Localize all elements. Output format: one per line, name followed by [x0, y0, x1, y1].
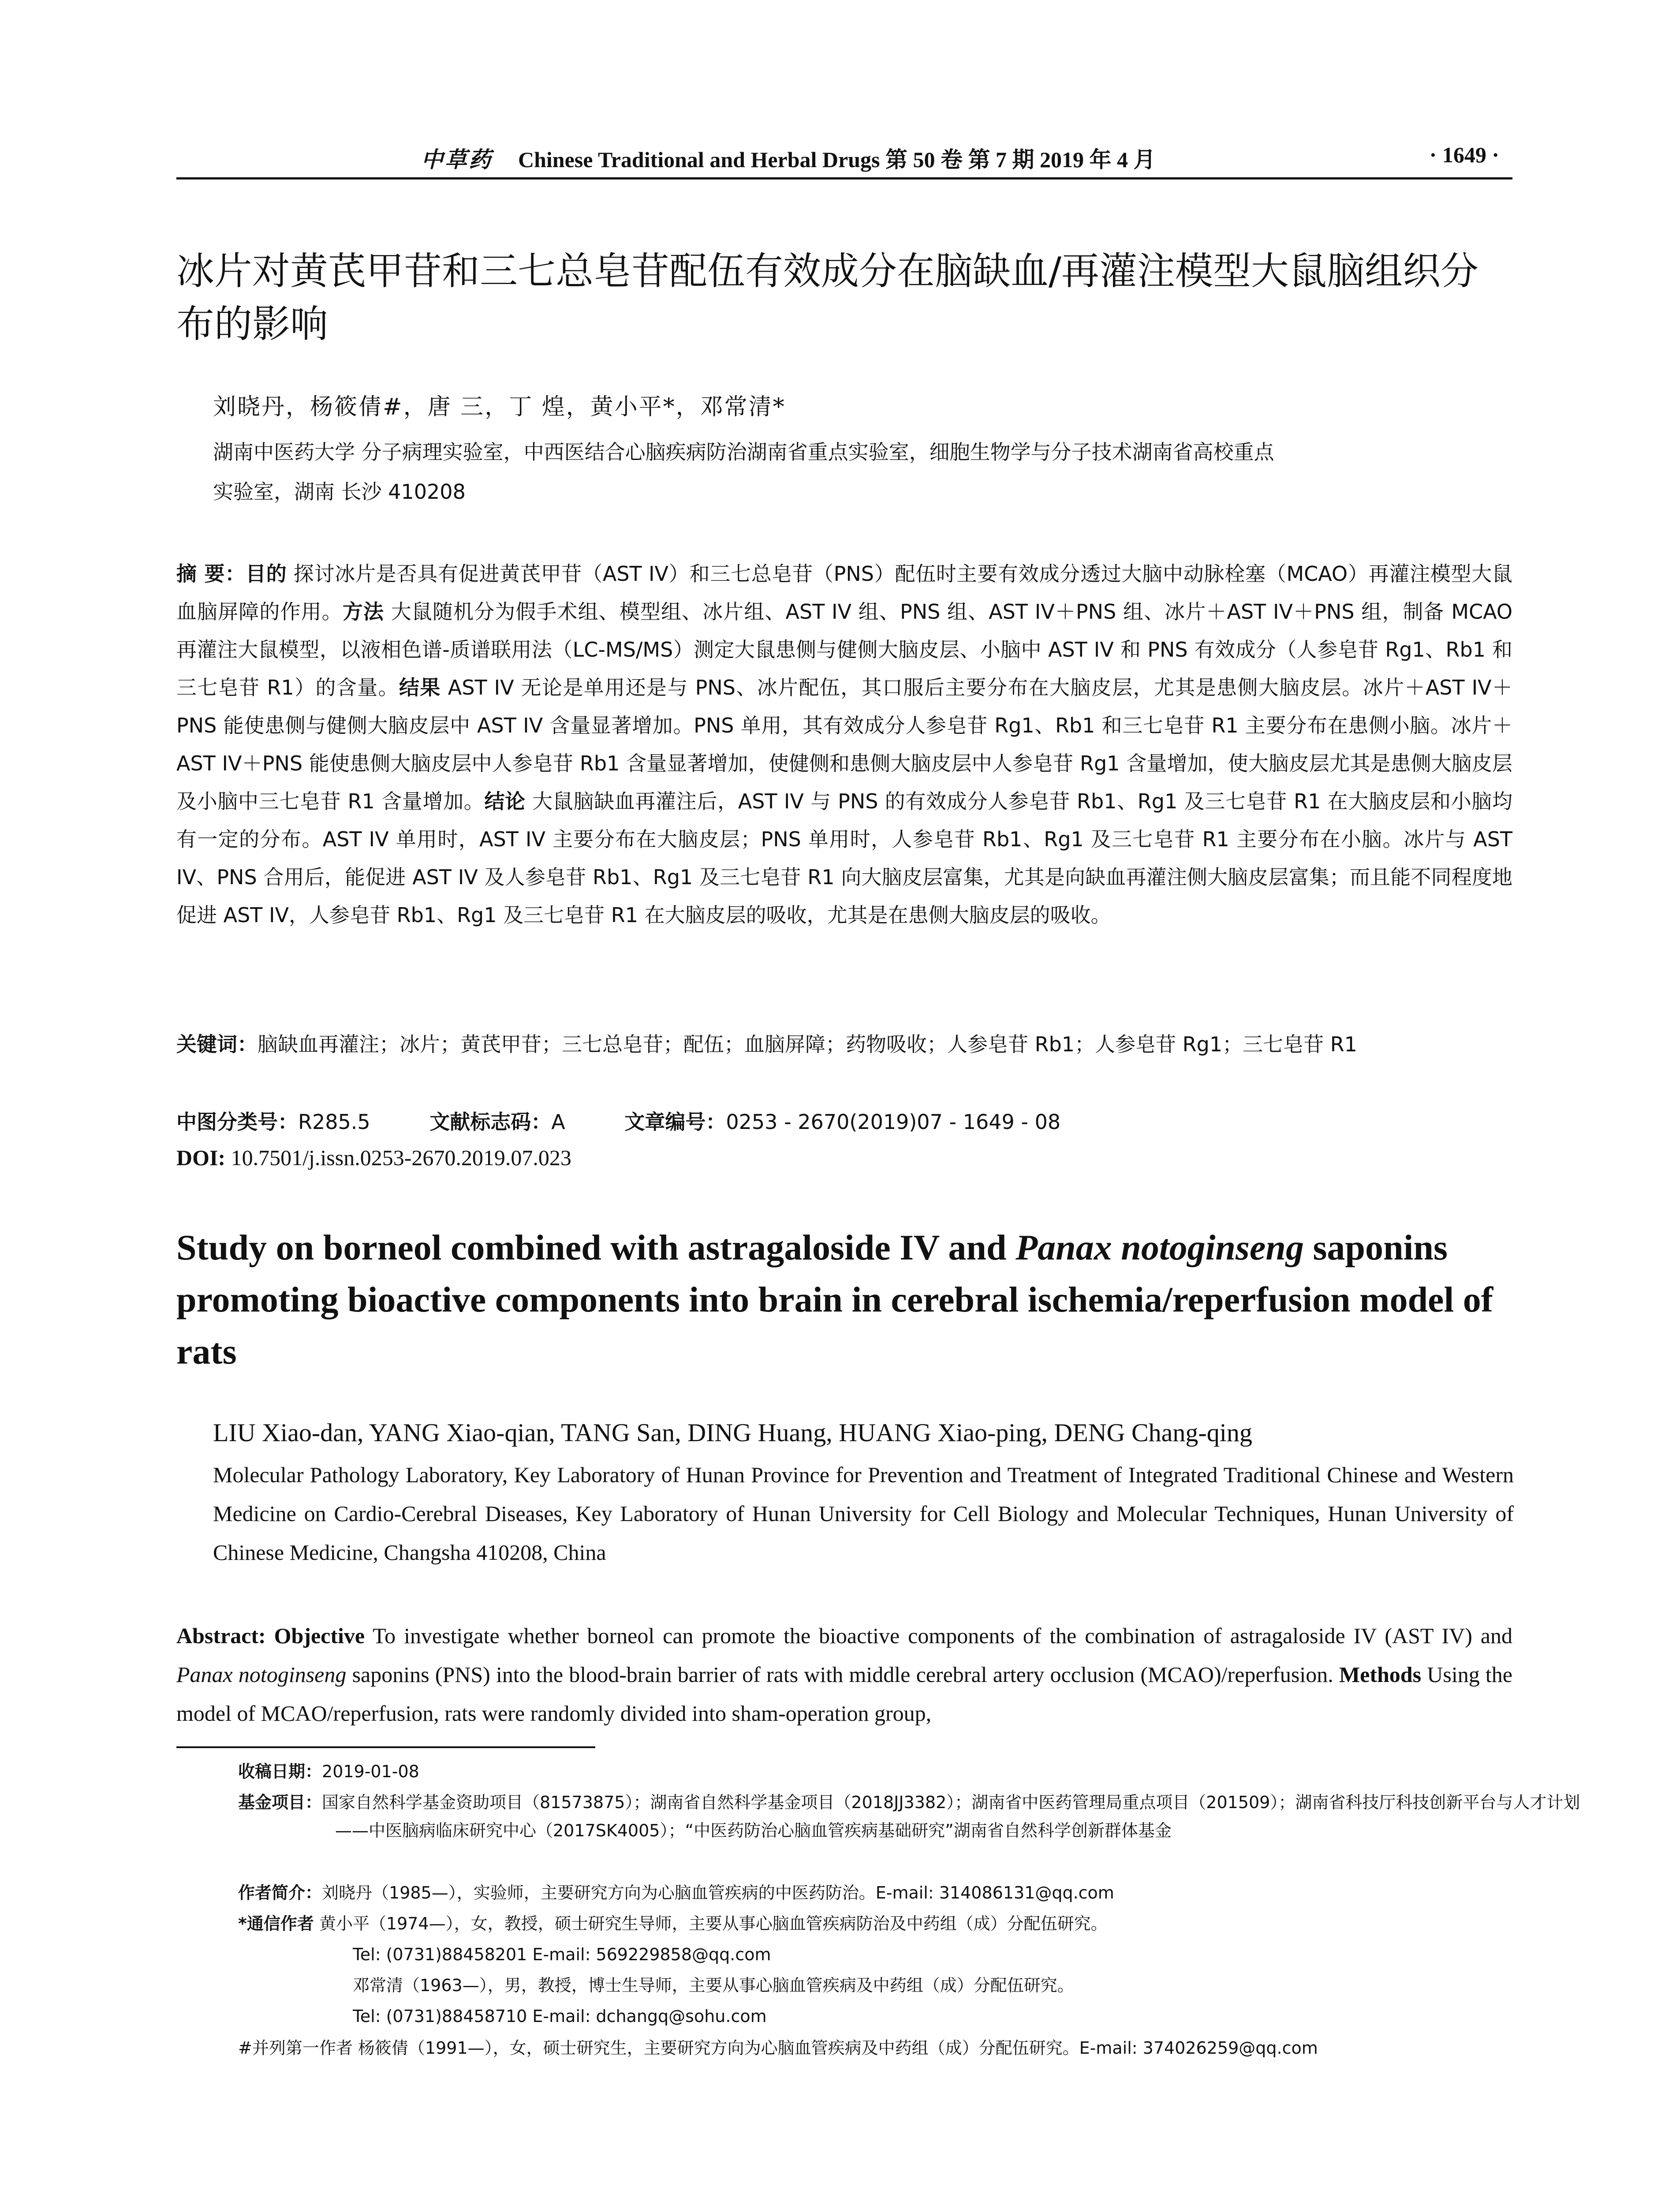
- cofirst-text: 杨筱倩（1991—），女，硕士研究生，主要研究方向为心脑血管疾病及中药组（成）分配伍研究。E-mail: 374026259@qq.com: [352, 2038, 1318, 2058]
- english-authors: LIU Xiao-dan, YANG Xiao-qian, TANG San, DING Huang, HUANG Xiao-ping, DENG Chang-qing: [213, 1418, 1252, 1447]
- abstract-methods-label: Methods: [1339, 1662, 1422, 1687]
- objective-text: 探讨冰片是否具有促进黄芪甲苷（AST IV）和三七总皂苷（PNS）配伍时主要有效成分透过大脑中动脉栓塞（MCAO）再灌注模型大鼠血脑屏障的作用。: [176, 562, 1513, 624]
- clc-field: [176, 1110, 370, 1134]
- doi-link[interactable]: 10.7501/j.issn.0253-2670.2019.07.023: [225, 1145, 571, 1170]
- fund-text: 国家自然科学基金资助项目（81573875）；湖南省自然科学基金项目（2018JJ3382）；湖南省中医药管理局重点项目（201509）；湖南省科技厅科技创新平台与人才计划——中医脑病临床研究中心（2017SK4005）；“中医药防治心脑血管疾病基础研究”湖南省自然科学创新群体基金: [322, 1793, 1580, 1840]
- journal-issue: Chinese Traditional and Herbal Drugs 第 50 卷 第 7 期 2019 年 4 月: [518, 147, 1156, 172]
- footnote-contact: Tel: (0731)88458710 E-mail: dchangq@sohu.com: [353, 2007, 767, 2026]
- english-affiliation: Molecular Pathology Laboratory, Key Laboratory of Hunan Province for Prevention and Treatment of Integrated Traditional Chinese and Western Medicine on Cardio-Cerebral Diseases, Key Laboratory of Hunan University for Cell Biology and Molecular Techniques, Hunan University of Chinese Medicine, Changsha 410208, China: [213, 1462, 1514, 1565]
- conclusion-label: 结论: [484, 789, 526, 813]
- chinese-keywords: [176, 1025, 1512, 1063]
- methods-label: 方法: [342, 600, 384, 624]
- article-label: 文章编号：: [624, 1110, 726, 1134]
- title-part: Study on borneol combined with astragaloside IV and: [176, 1227, 1016, 1267]
- received-label: 收稿日期：: [238, 1762, 322, 1781]
- footnote-cofirst: [238, 2034, 1512, 2062]
- chinese-abstract: [176, 555, 1512, 934]
- footnote-fund: [238, 1788, 1609, 1845]
- abstract-objective-label: Abstract: Objective: [176, 1623, 365, 1648]
- doi-label: DOI:: [176, 1145, 226, 1170]
- footnote-bio: [238, 1879, 1512, 1907]
- footnote-correspondence-2: 邓常清（1963—），男，教授，博士生导师，主要从事心脑血管疾病及中药组（成）分配伍研究。: [353, 1976, 1074, 1995]
- abstract-text: To investigate whether borneol can promote the bioactive components of the combination of astragaloside IV (AST IV) and: [365, 1623, 1512, 1648]
- page-number: · 1649 ·: [1429, 142, 1499, 167]
- doccode-label: 文献标志码：: [429, 1110, 552, 1134]
- doccode-value: A: [551, 1110, 565, 1134]
- footnote-contact: Tel: (0731)88458201 E-mail: 569229858@qq.com: [353, 1945, 771, 1964]
- results-text: AST IV 无论是单用还是与 PNS、冰片配伍，其口服后主要分布在大脑皮层，尤其是患侧大脑皮层。冰片＋AST IV＋PNS 能使患侧与健侧大脑皮层中 AST IV 含量显著增加。PNS 单用，其有效成分人参皂苷 Rg1、Rb1 和三七皂苷 R1 主要分布在患侧小脑。冰片＋AST IV＋PNS 能使患侧大脑皮层中人参皂苷 Rb1 含量显著增加，使健侧和患侧大脑皮层中人参皂苷 Rg1 含量增加，使大脑皮层尤其是患侧大脑皮层及小脑中三七皂苷 R1 含量增加。: [176, 676, 1512, 813]
- footnote-rule: [176, 1746, 595, 1748]
- keywords-text: 脑缺血再灌注；冰片；黄芪甲苷；三七总皂苷；配伍；血脑屏障；药物吸收；人参皂苷 Rb1；人参皂苷 Rg1；三七皂苷 R1: [258, 1032, 1357, 1056]
- doccode-field: [429, 1110, 565, 1134]
- methods-text: 大鼠随机分为假手术组、模型组、冰片组、AST IV 组、PNS 组、AST IV＋PNS 组、冰片＋AST IV＋PNS 组，制备 MCAO 再灌注大鼠模型，以液相色谱-质谱联用法（LC-MS/MS）测定大鼠患侧与健侧大脑皮层、小脑中 AST IV 和 PNS 有效成分（人参皂苷 Rg1、Rb1 和三七皂苷 R1）的含量。: [176, 600, 1513, 699]
- article-field: [624, 1110, 1060, 1134]
- english-abstract: [176, 1616, 1512, 1733]
- corr-label: *通信作者: [238, 1914, 314, 1933]
- objective-label: 目的: [245, 562, 287, 586]
- chinese-affiliation: [213, 432, 1514, 512]
- english-title: [176, 1222, 1512, 1378]
- results-label: 结果: [399, 676, 441, 699]
- abstract-label: 摘 要：: [176, 562, 246, 586]
- conclusion-text: 大鼠脑缺血再灌注后，AST IV 与 PNS 的有效成分人参皂苷 Rb1、Rg1 及三七皂苷 R1 在大脑皮层和小脑均有一定的分布。AST IV 单用时，AST IV 主要分布在大脑皮层；PNS 单用时，人参皂苷 Rb1、Rg1 及三七皂苷 R1 主要分布在小脑。冰片与 AST IV、PNS 合用后，能促进 AST IV 及人参皂苷 Rb1、Rg1 及三七皂苷 R1 向大脑皮层富集，尤其是向缺血再灌注侧大脑皮层富集；而且能不同程度地促进 AST IV，人参皂苷 Rb1、Rg1 及三七皂苷 R1 在大脑皮层的吸收，尤其是在患侧大脑皮层的吸收。: [176, 789, 1512, 927]
- classification-line: [176, 1106, 1113, 1135]
- abstract-text: saponins (PNS) into the blood-brain barrier of rats with middle cerebral artery occlusion (MCAO)/reperfusion.: [346, 1662, 1339, 1687]
- affiliation-line: 湖南中医药大学 分子病理实验室，中西医结合心脑疾病防治湖南省重点实验室，细胞生物学与分子技术湖南省高校重点: [213, 440, 1274, 464]
- bio-label: 作者简介：: [238, 1883, 322, 1902]
- abstract-methods-text: Using the model of MCAO/reperfusion, rats were randomly divided into sham-operation group,: [176, 1662, 1512, 1726]
- corr-text: 黄小平（1974—），女，教授，硕士研究生导师，主要从事心脑血管疾病防治及中药组（成）分配伍研究。: [314, 1914, 1108, 1933]
- keywords-label: 关键词：: [176, 1032, 258, 1056]
- clc-value: R285.5: [298, 1110, 370, 1134]
- bio-text: 刘晓丹（1985—），实验师，主要研究方向为心脑血管疾病的中医药防治。E-mail: 314086131@qq.com: [322, 1883, 1114, 1902]
- received-date: 2019-01-08: [322, 1762, 419, 1781]
- article-value: 0253 - 2670(2019)07 - 1649 - 08: [726, 1110, 1061, 1134]
- doi-line: [176, 1145, 571, 1170]
- affiliation-line: 实验室，湖南 长沙 410208: [213, 480, 466, 504]
- fund-label: 基金项目：: [238, 1793, 322, 1812]
- chinese-title: 冰片对黄芪甲苷和三七总皂苷配伍有效成分在脑缺血/再灌注模型大鼠脑组织分布的影响: [176, 249, 1478, 346]
- cofirst-label: #并列第一作者: [238, 2038, 353, 2058]
- chinese-authors: 刘晓丹，杨筱倩#，唐 三，丁 煌，黄小平*，邓常清*: [213, 394, 786, 420]
- title-part: saponins promoting bioactive components into brain in cerebral ischemia/reperfusion model of rats: [176, 1227, 1493, 1372]
- footnote-correspondence: [238, 1910, 1512, 1938]
- running-header: [176, 140, 1512, 176]
- abstract-italic-text: Panax notoginseng: [176, 1662, 347, 1687]
- journal-logo: 中草药: [421, 147, 493, 172]
- clc-label: 中图分类号：: [176, 1110, 298, 1134]
- footnote-received: [238, 1757, 1512, 1786]
- header-rule: [176, 177, 1512, 179]
- title-italic-part: Panax notoginseng: [1015, 1227, 1304, 1267]
